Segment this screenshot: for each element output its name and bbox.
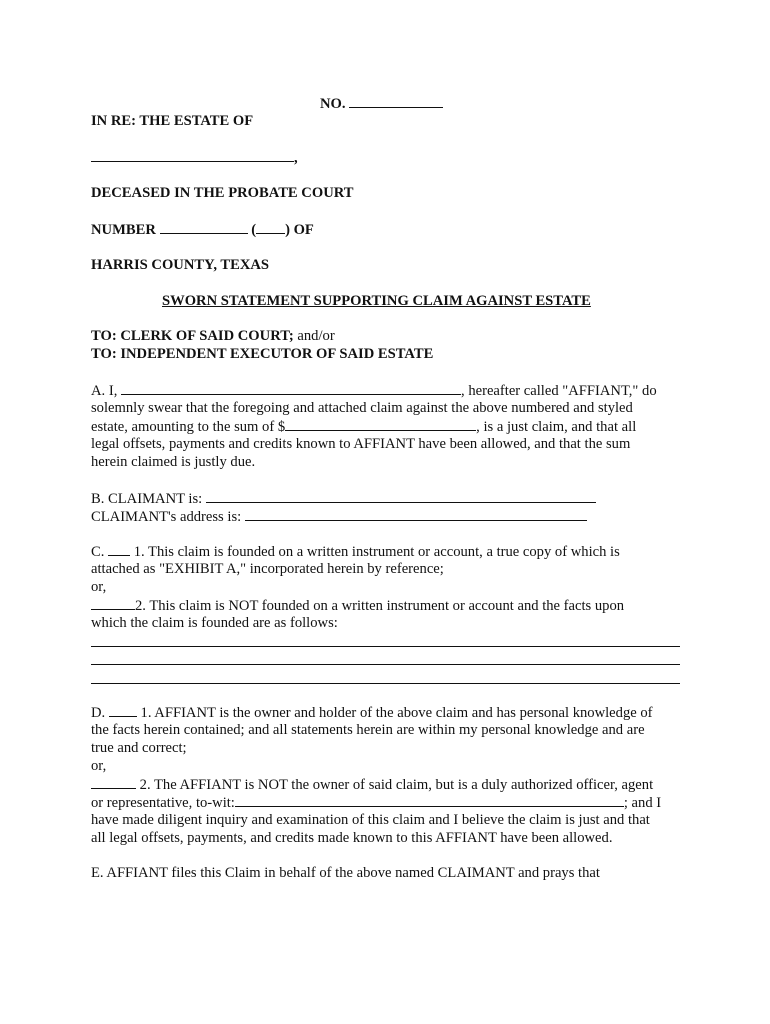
- court-number-field[interactable]: [160, 220, 248, 234]
- claimant-field[interactable]: [206, 489, 596, 503]
- section-c-label: C.: [91, 544, 105, 560]
- and-or-text: and/or: [293, 328, 335, 344]
- section-d-line-3: true and correct;: [91, 740, 187, 756]
- estate-heading: IN RE: THE ESTATE OF: [91, 113, 254, 129]
- to-clerk-text: TO: CLERK OF SAID COURT;: [91, 328, 294, 344]
- facts-line-2[interactable]: [91, 664, 680, 665]
- court-number-line: [91, 220, 314, 239]
- facts-line-1[interactable]: [91, 646, 680, 647]
- decedent-name-line: [91, 148, 298, 167]
- just-claim-text: , is a just claim, and that all: [476, 419, 637, 435]
- court-subnumber-field[interactable]: [256, 220, 285, 234]
- representative-label: or representative, to-wit:: [91, 795, 235, 811]
- to-executor-line: TO: INDEPENDENT EXECUTOR OF SAID ESTATE: [91, 346, 434, 362]
- section-c-or: or,: [91, 579, 107, 595]
- section-c-line-1: [91, 542, 620, 561]
- option-d2-text: 2. The AFFIANT is NOT the owner of said claim, but is a duly authorized officer, agent: [139, 777, 654, 793]
- section-a-line-4: legal offsets, payments and credits known to AFFIANT have been allowed, and that the sum: [91, 436, 631, 452]
- section-d-line-8: all legal offsets, payments, and credits made known to this AFFIANT have been allowed.: [91, 830, 613, 846]
- option-d2-blank[interactable]: [91, 775, 136, 789]
- section-d-line-5: [91, 775, 653, 794]
- section-d-line-2: the facts herein contained; and all statements herein are within my personal knowledge and are: [91, 722, 645, 738]
- section-c-line-4: [91, 596, 624, 615]
- section-d-line-7: have made diligent inquiry and examination of this claim and I believe the claim is just and that: [91, 812, 650, 828]
- to-clerk-line: [91, 327, 335, 345]
- section-a-line-2: solemnly swear that the foregoing and attached claim against the above numbered and styled: [91, 400, 633, 416]
- option-d1-text: 1. AFFIANT is the owner and holder of the above claim and has personal knowledge of: [140, 705, 653, 721]
- section-c-line-2: attached as "EXHIBIT A," incorporated herein by reference;: [91, 561, 444, 577]
- court-number-label: NUMBER: [91, 222, 156, 238]
- option-d1-blank[interactable]: [109, 703, 137, 717]
- decedent-comma: ,: [294, 150, 298, 166]
- paren-open: (: [251, 222, 257, 238]
- section-d-line-1: [91, 703, 653, 722]
- sum-label: estate, amounting to the sum of $: [91, 419, 286, 435]
- claimant-line: [91, 489, 596, 508]
- section-a-line-1: [91, 381, 657, 400]
- and-i-text: ; and I: [623, 795, 662, 811]
- claim-amount-field[interactable]: [285, 417, 476, 431]
- representative-field[interactable]: [235, 793, 624, 807]
- section-d-line-6: [91, 793, 661, 812]
- section-a-intro: A. I,: [91, 383, 118, 399]
- option-c1-text: 1. This claim is founded on a written instrument or account, a true copy of which is: [133, 544, 620, 560]
- claimant-address-field[interactable]: [245, 507, 587, 521]
- affiant-name-field[interactable]: [121, 381, 461, 395]
- section-d-label: D.: [91, 705, 106, 721]
- county-line: HARRIS COUNTY, TEXAS: [91, 257, 270, 273]
- decedent-name-field[interactable]: [91, 148, 294, 162]
- claimant-address-line: [91, 507, 587, 526]
- section-e-line-1: E. AFFIANT files this Claim in behalf of the above named CLAIMANT and prays that: [91, 865, 600, 881]
- document-title: SWORN STATEMENT SUPPORTING CLAIM AGAINST ESTATE: [162, 293, 591, 309]
- section-a-line-5: herein claimed is justly due.: [91, 454, 256, 470]
- section-d-or: or,: [91, 758, 107, 774]
- facts-line-3[interactable]: [91, 683, 680, 684]
- section-a-line-3: [91, 417, 636, 436]
- option-c1-blank[interactable]: [108, 542, 130, 556]
- case-number-line: [320, 94, 443, 113]
- deceased-line: DECEASED IN THE PROBATE COURT: [91, 185, 354, 201]
- case-number-label: NO.: [320, 96, 346, 112]
- option-c2-blank[interactable]: [91, 596, 135, 610]
- option-c2-text: 2. This claim is NOT founded on a written instrument or account and the facts upon: [135, 598, 625, 614]
- court-of-label: ) OF: [285, 222, 314, 238]
- section-a-affiant-text: , hereafter called "AFFIANT," do: [461, 383, 657, 399]
- claimant-address-label: CLAIMANT's address is:: [91, 509, 242, 525]
- case-number-field[interactable]: [349, 94, 443, 108]
- section-c-line-5: which the claim is founded are as follows:: [91, 615, 338, 631]
- claimant-label: B. CLAIMANT is:: [91, 491, 203, 507]
